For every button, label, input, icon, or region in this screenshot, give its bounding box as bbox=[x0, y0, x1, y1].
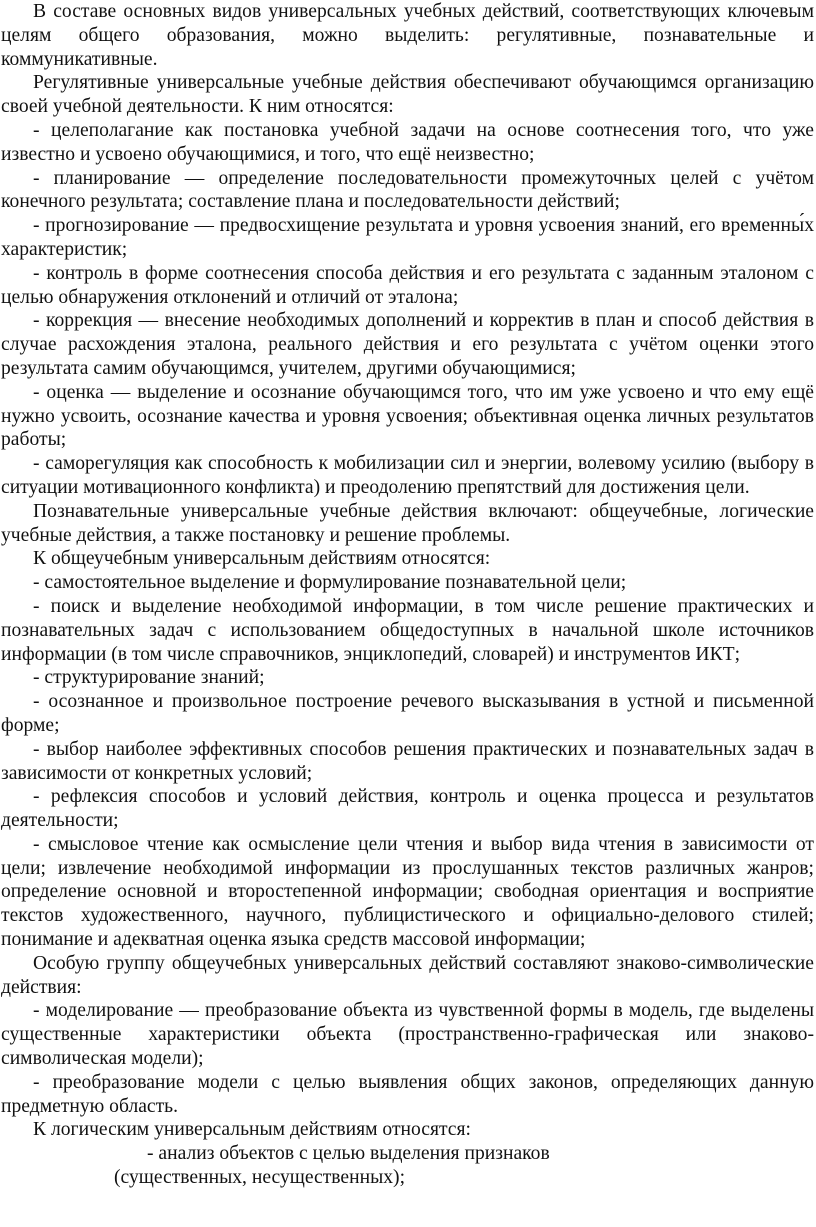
list-item: - моделирование — преобразование объекта из чувственной формы в модель, где выделены существенные характеристики объекта (пространственно-графическая или знаково-символическая модели); bbox=[1, 1000, 814, 1070]
list-item: - рефлексия способов и условий действия, контроль и оценка процесса и результатов деятельности; bbox=[1, 786, 814, 832]
list-item: - саморегуляция как способность к мобилизации сил и энергии, волевому усилию (выбору в ситуации мотивационного конфликта) и преодолению препятствий для достижения цели. bbox=[1, 453, 814, 498]
paragraph-cognitive: Познавательные универсальные учебные действия включают: общеучебные, логические учебные действия, а также постановку и решение проблемы. bbox=[1, 500, 814, 546]
list-item: - осознанное и произвольное построение речевого высказывания в устной и письменной форме; bbox=[1, 691, 814, 736]
list-item: - выбор наиболее эффективных способов решения практических и познавательных задач в зависимости от конкретных условий; bbox=[1, 738, 814, 784]
list-item: - поиск и выделение необходимой информации, в том числе решение практических и познавательных задач с использованием общедоступных в начальной школе источников информации (в том числе справочников, энциклопедий, словарей) и инструментов ИКТ; bbox=[1, 595, 814, 665]
list-item: - смысловое чтение как осмысление цели чтения и выбор вида чтения в зависимости от цели; извлечение необходимой информации из прослушанных текстов различных жанров; определение основной и второстепенной информации; свободная ориентация и восприятие текстов художественного, научного, публицистического и официально-делового стилей; понимание и адекватная оценка языка средств массовой информации; bbox=[1, 833, 814, 951]
paragraph-regulative: Регулятивные универсальные учебные действия обеспечивают обучающимся организацию своей учебной деятельности. К ним относятся: bbox=[1, 72, 814, 118]
list-item: - преобразование модели с целью выявления общих законов, определяющих данную предметную область. bbox=[1, 1071, 814, 1117]
list-item: - коррекция — внесение необходимых дополнений и корректив в план и способ действия в случае расхождения эталона, реального действия и его результата с учётом оценки этого результата самим обучающимся, учителем, другими обучающимися; bbox=[1, 310, 814, 379]
list-item: - структурирование знаний; bbox=[33, 667, 265, 689]
list-item: - прогнозирование — предвосхищение результата и уровня усвоения знаний, его временны́х характеристик; bbox=[1, 215, 814, 260]
paragraph-intro: В составе основных видов универсальных учебных действий, соответствующих ключевым целям общего образования, можно выделить: регулятивные, познавательные и коммуникативные. bbox=[1, 1, 814, 70]
list-item: - планирование — определение последовательности промежуточных целей с учётом конечного результата; составление плана и последовательности действий; bbox=[1, 167, 814, 213]
list-item: - оценка — выделение и осознание обучающимся того, что им уже усвоено и что ему ещё нужно усвоить, осознание качества и уровня усвоения; объективная оценка личных результатов работы; bbox=[1, 381, 814, 451]
paragraph-sign-symbolic: Особую группу общеучебных универсальных действий составляют знаково-символические действия: bbox=[1, 952, 814, 998]
sub-item-line-1: - анализ объектов с целью выделения признаков bbox=[147, 1143, 550, 1165]
paragraph-general-heading: К общеучебным универсальным действиям относятся: bbox=[33, 548, 491, 570]
sub-item-line-2: (существенных, несущественных); bbox=[114, 1167, 406, 1189]
list-item: - целеполагание как постановка учебной задачи на основе соотнесения того, что уже известно и усвоено обучающимися, и того, что ещё неизвестно; bbox=[1, 119, 814, 165]
paragraph-logical-heading: К логическим универсальным действиям относятся: bbox=[33, 1119, 471, 1141]
list-item: - самостоятельное выделение и формулирование познавательной цели; bbox=[33, 572, 627, 594]
list-item: - контроль в форме соотнесения способа действия и его результата с заданным эталоном с целью обнаружения отклонений и отличий от эталона; bbox=[1, 262, 814, 308]
